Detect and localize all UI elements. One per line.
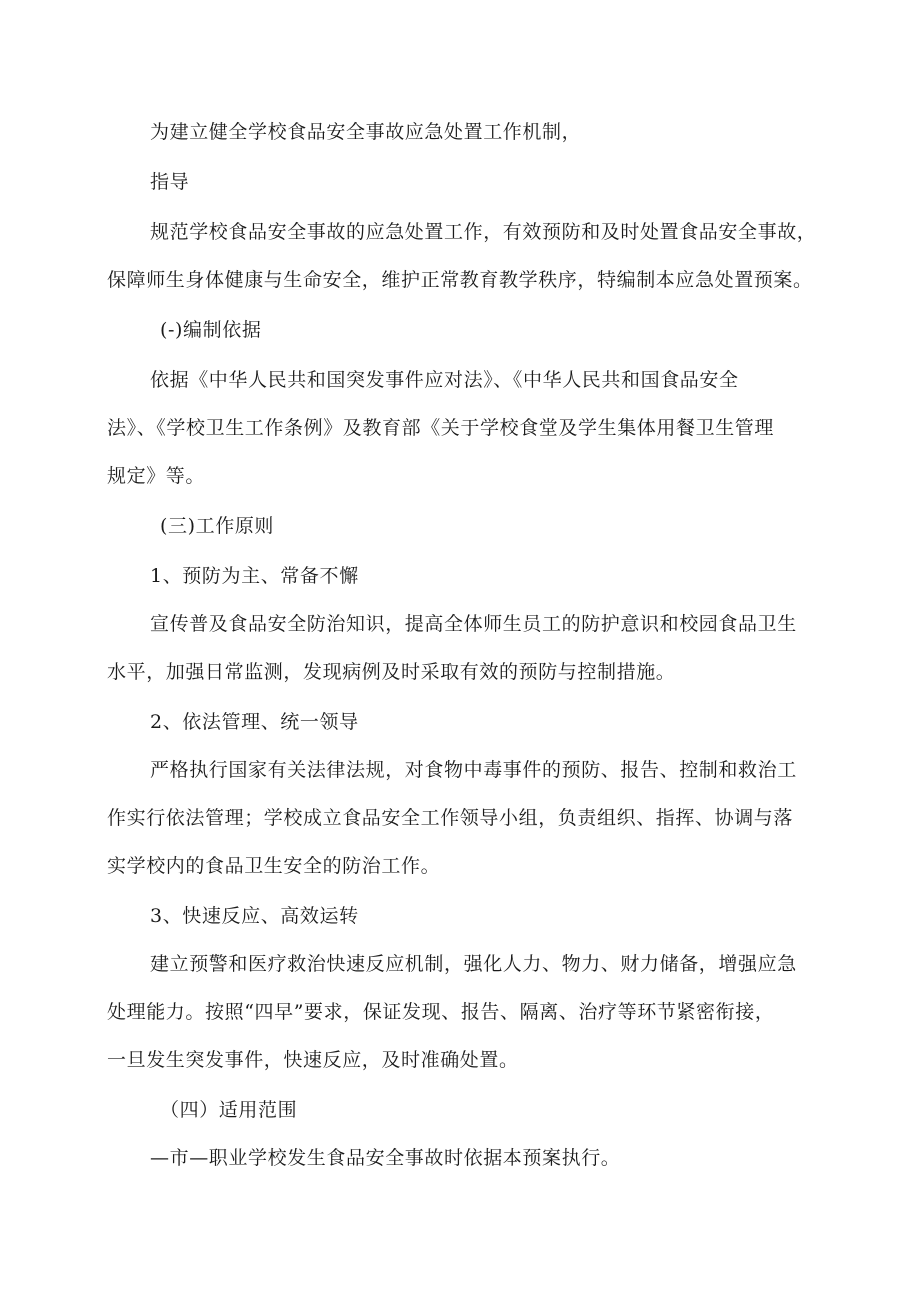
subsection-heading: 2、依法管理、统一领导 (150, 711, 359, 733)
paragraph-line: 处理能力。按照“四早”要求，保证发现、报告、隔离、治疗等环节紧密衔接， (107, 1001, 775, 1023)
section-heading: (三)工作原则 (160, 515, 275, 537)
paragraph-line: 一旦发生突发事件，快速反应，及时准确处置。 (107, 1049, 519, 1071)
paragraph-line: 法》、《学校卫生工作条例》及教育部《关于学校食堂及学生集体用餐卫生管理 (107, 417, 775, 439)
paragraph-line: 实学校内的食品卫生安全的防治工作。 (107, 855, 441, 877)
subsection-heading: 3、快速反应、高效运转 (150, 905, 359, 927)
paragraph-line: 水平，加强日常监测，发现病例及时采取有效的预防与控制措施。 (107, 661, 676, 683)
paragraph-line: 宣传普及食品安全防治知识，提高全体师生员工的防护意识和校园食品卫生 (150, 613, 797, 635)
paragraph-line: 作实行依法管理；学校成立食品安全工作领导小组，负责组织、指挥、协调与落 (107, 807, 794, 829)
paragraph-line: 规范学校食品安全事故的应急处置工作，有效预防和及时处置食品安全事故， (150, 221, 817, 243)
paragraph-line: 规定》等。 (107, 465, 206, 487)
paragraph-line: 保障师生身体健康与生命安全，维护正常教育教学秩序，特编制本应急处置预案。 (107, 269, 813, 291)
section-heading: (-)编制依据 (160, 319, 262, 341)
subsection-heading: 1、预防为主、常备不懈 (150, 565, 359, 587)
section-heading: （四）适用范围 (160, 1099, 298, 1121)
paragraph-line: 指导 (150, 171, 190, 193)
paragraph-line: —市—职业学校发生食品安全事故时依据本预案执行。 (150, 1147, 621, 1169)
paragraph-line: 建立预警和医疗救治快速反应机制，强化人力、物力、财力储备，增强应急 (150, 953, 797, 975)
paragraph-line: 严格执行国家有关法律法规，对食物中毒事件的预防、报告、控制和救治工 (150, 759, 797, 781)
paragraph-line: 为建立健全学校食品安全事故应急处置工作机制， (150, 121, 582, 143)
paragraph-line: 依据《中华人民共和国突发事件应对法》、《中华人民共和国食品安全 (150, 369, 739, 391)
